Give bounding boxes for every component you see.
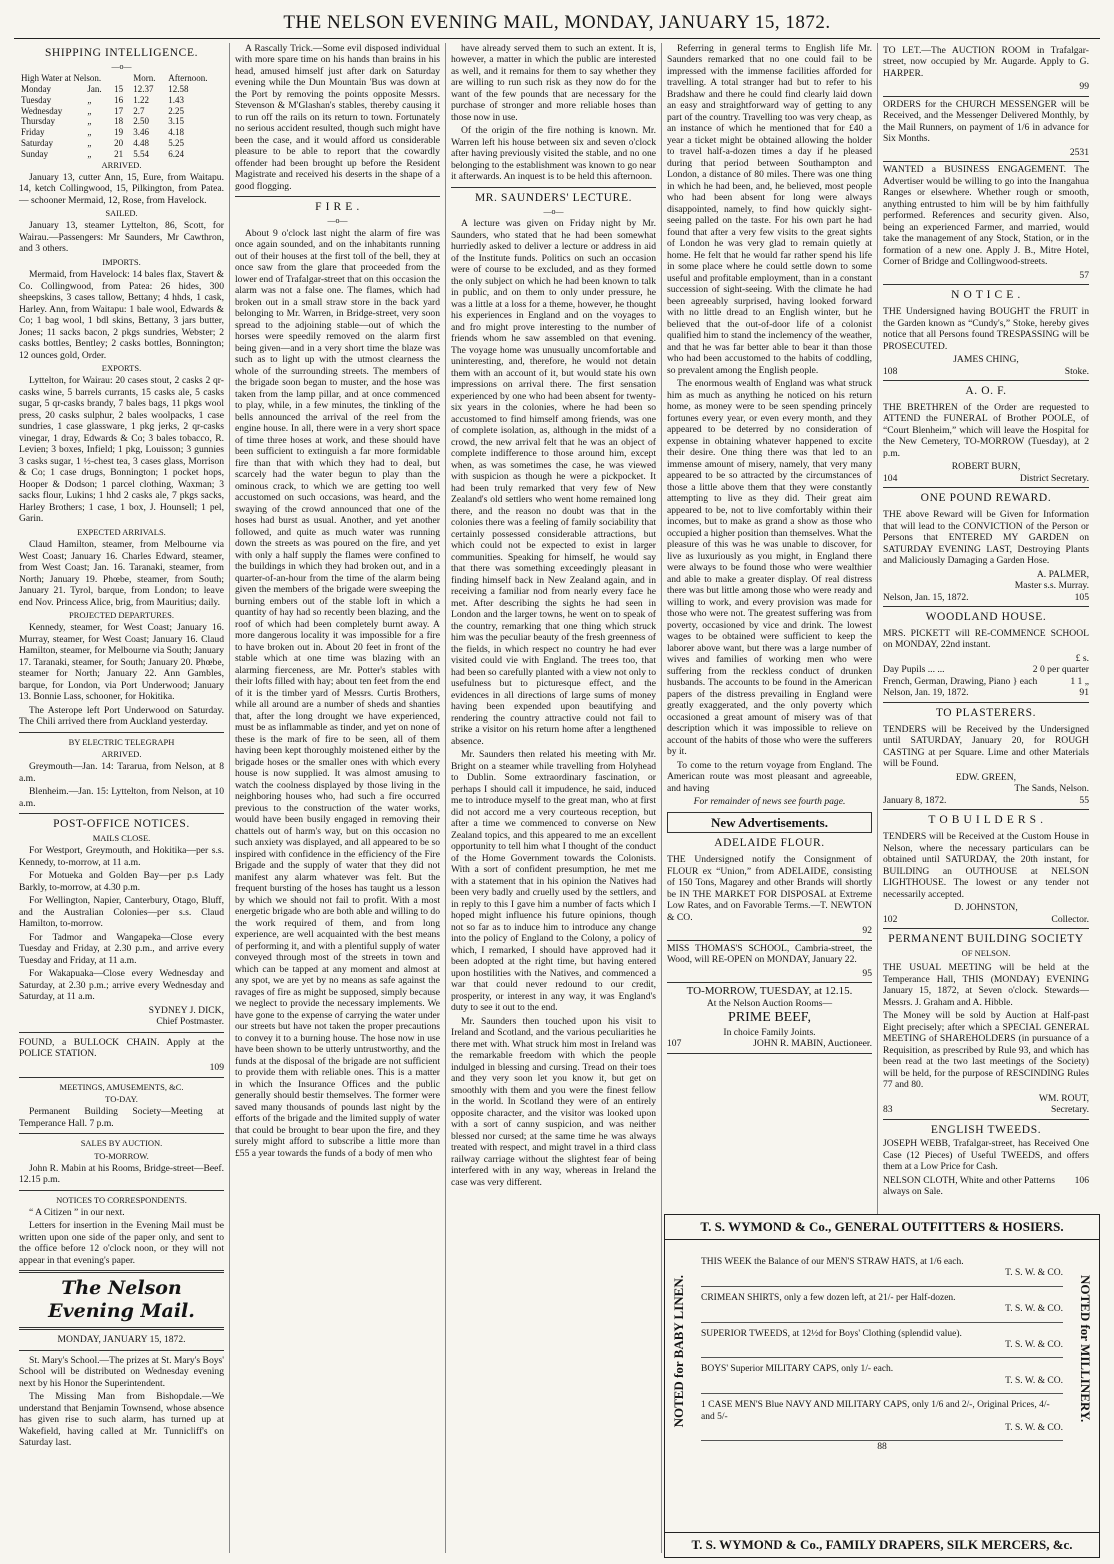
wymond-item: CRIMEAN SHIRTS, only a few dozen left, at 21/- per Half-dozen. T. S. W. & CO. <box>701 1287 1063 1323</box>
paper-title: The Nelson Evening Mail. <box>48 1277 195 1323</box>
postmaster-title: Chief Postmaster. <box>156 1016 224 1028</box>
mail-item: For Westport, Greymouth, and Hokitika—per s.s. Kennedy, to-morrow, at 11 a.m. <box>19 845 224 868</box>
exports-text: Lyttelton, for Wairau: 20 cases stout, 2 casks 2 qr-casks wine, 5 barrels currants, 15 casks ale, 5 casks sugar, 5 qr-casks brandy, 7 bales bags, 11 pkgs wool press, 20 casks sulphur, 2 bales woolpacks, 1 case sundries, 1 case glassware, 1 pkg jerks, 2 qr-casks vinegar, 1 dray, Edwards & Co; 3 bales tobacco, R. Levien; 3 boxes, Infield; 1 pkg, Louisson; 3 gunnies 3 casks sugar, 1 ½-chest tea, 3 cases glass, Morrison & Co; 1 case drugs, Bonnington; 1 pocket hops, Hooper & Dodson; 1 parcel clothing, Waxman; 3 sacks flour, Lukins; 1 hhd 2 casks ale, 7 pkgs sacks, Harley Brothers; 1 case, 1 box, J. Hounsell; 1 pel, Garin. <box>19 375 224 525</box>
aof-heading: A. O. F. <box>965 385 1007 398</box>
mail-item: For Wakapuaka—Close every Wednesday and Saturday, at 2.30 p.m.; arrive every Wednesday and Saturday, at 11 a.m. <box>19 968 224 1003</box>
tide-row: Tuesday „ 16 1.22 1.43 <box>21 94 184 105</box>
wymond-item: THIS WEEK the Balance of our MEN'S STRAW HATS, at 1/6 each. T. S. W. & CO. <box>701 1251 1063 1287</box>
asterope-text: The Asterope left Port Underwood on Saturday. The Chili arrived there from Auckland yesterday. <box>19 704 224 728</box>
baby-linen-label: NOTED for BABY LINEN. <box>671 1275 686 1428</box>
wymond-advertisement <box>664 1214 1100 1558</box>
builders-ad: TENDERS will be Received at the Custom House in Nelson, where the necessary particulars can be obtained until SATURDAY, the 20th instant, for BUILDING an OUTHOUSE at NELSON LIGHTHOUSE. The lowest or any tender not necessarily accepted. D. JOHNSTON, 102 Collector. <box>883 829 1089 929</box>
tide-row: Friday „ 19 3.46 4.18 <box>21 127 184 138</box>
arrived-text: January 13, cutter Ann, 15, Eure, from Waitapu. 14, ketch Collingwood, 15, Pilkington, from Patea. — schooner Mermaid, 12, Rose, from Havelock. <box>19 171 224 206</box>
issue-date: MONDAY, JANUARY 15, 1872. <box>57 1334 186 1346</box>
lecture-paragraph: Referring in general terms to English life Mr. Saunders remarked that no one could fail to be impressed with the immense facilities afforded for travelling. A total stranger had but to refer to his Bradshaw and there he could find clearly laid down an easy and straightforward way of getting to any part of the country. Travelling too was very cheap, as an instance of which he mentioned that for £40 a year a ticket might be obtained allowing the holder to travel half-a-dozen times a day if he pleased during that period between Southampton and London, a distance of 80 miles. There was one thing in which he had been, and, he believed, most people who had been absent for long were always disappointed, namely, to find how quickly sight-seeing palled on the taste. For his own part he had found that after a very few visits to the great sights of London he was very glad to remain quietly at home. He felt that he would far rather spend his life in some place where he could settle down to some useful and profitable employment, than in a constant succession of sight-seeing. With the climate he had been agreeably surprised, having looked forward with no little dread to an English winter, but he believed that the out-of-door life of a colonist qualified him to stand the inclemency of the weather, and that he was far better able to bear it than those who had been accustomed to the habits of coddling, so prevalent among the English people. <box>667 42 872 376</box>
fire-heading: F I R E . <box>315 201 360 214</box>
millinery-label: NOTED for MILLINERY. <box>1078 1275 1093 1423</box>
sailed-heading: SAILED. <box>105 208 138 219</box>
telegraph-arrived: ARRIVED. <box>101 748 142 759</box>
aof-ad: THE BRETHREN of the Order are requested to ATTEND the FUNERAL of Brother POOLE, of “Court Blenheim,” which will leave the Hospital for the New Cemetery, TO-MORROW (Tuesday), at 2 p.m. ROBERT BURN, 104 District Secretary. <box>883 400 1089 489</box>
telegraph-line: Greymouth—Jan. 14: Tararua, from Nelson, at 8 a.m. <box>19 761 224 784</box>
wymond-items <box>701 1251 1063 1453</box>
tweeds-ad: JOSEPH WEBB, Trafalgar-street, has Received One Case (12 Pieces) of Useful TWEEDS, and offers them at a Low Price for Cash. NELSON CLOTH, White and other Patterns always on Sale. 106 <box>883 1138 1089 1198</box>
to-let-ad: TO LET.—The AUCTION ROOM in Trafalgar-street, now occupied by Mr. Augarde. Apply to G. HARPER. 99 <box>883 43 1089 97</box>
projected-heading: PROJECTED DEPARTURES. <box>69 610 174 620</box>
building-society-ad: THE USUAL MEETING will be held at the Temperance Hall, THIS (MONDAY) EVENING January 15, 1872, at Seven o'clock. Stewards—Messrs. J. Graham and A. Hibble. The Money will be sold by Auction at Half-past Eight precisely; after which a SPECIAL GENERAL MEETING of SHAREHOLDERS (in pursuance of a Requisition, as prescribed by Rule 93, and which has been read at the two last meetings of the Society) will be held, for the purpose of RESCINDING Rules 77 and 80. WM. ROUT, 83 Secretary. <box>883 960 1089 1120</box>
adelaide-flour-ad: THE Undersigned notify the Consignment of FLOUR ex “Union,” from ADELAIDE, consisting of 150 Tons, Magarey and other Brands will shortly be IN THE MARKET FOR DISPOSAL at Extreme Low Rates, and on Favorable Terms.—T. NEWTON & CO. 92 <box>667 852 872 941</box>
plasterers-ad: TENDERS will be Received by the Undersigned until SATURDAY, January 20, for ROUGH CASTING at per Square. Lime and other Materials will be Found. EDW. GREEN, The Sands, Nelson. January 8, 1872. 55 <box>883 722 1089 811</box>
tide-table <box>19 73 224 159</box>
mails-heading: MAILS CLOSE. <box>92 832 151 843</box>
telegraph-line: Blenheim.—Jan. 15: Lyttelton, from Nelson, at 10 a.m. <box>19 786 224 809</box>
tide-row: Wednesday „ 17 2.7 2.25 <box>21 105 184 116</box>
column-2: A Rascally Trick.—Some evil disposed individual with more spare time on his hands than brains in his head, amused himself just after dark on Saturday evening while the Dun Mountain 'Bus was down at the Port by removing the points opposite Messrs. Stevenson & M'Glashan's stables, thereby causing it to run off the rails on its return to town. Fortunately no serious accident resulted, though such might have been the case, and it would afford us considerable pleasure to be able to report that the cowardly offender had been brought up before the Resident Magistrate and received his deserts in the shape of a good flogging. F I R E . —o— About 9 o'clock last night the alarm of fire was once again sounded, and on the inhabitants running out of their houses at the first toll of the bell, they at once saw from the glare that proceeded from the lower end of Trafalgar-street that on this occasion the alarm was not a false one. The flames, which had broken out in a small straw store in the back yard belonging to Mr. Warren, in Bridge-street, very soon spread to the adjoining stable—out of which the horses were speedily removed on the alarm first being given—and in a very short time the blaze was such as to light up with the utmost clearness the whole of the surrounding streets. The members of the brigade soon began to muster, and the hose was taken from the lamp pillar, and at once commenced to play, while, in a few minutes, the tinkling of the bells announced the arrival of the reel from the engine house. In all, there were in a very short space of time three hoses at work, and these should have been sufficient to extinguish a far more formidable fire than that with which they had to deal, but scarcely had the water begun to play than the ominous crack, to which we are getting too well accustomed on such occasions, was heard, and the swaying of the crowd announced that one of the hoses had burst as usual. Another, and yet another followed, and quite as much water was running down the streets as was poured on the fire, and yet with only a half supply the flames were confined to the buildings in which they had broken out, and in a quarter-of-an-hour from the time of the alarm being given the members of the brigade were sweeping the burning embers out of the stable loft in which a quantity of hay had so recently been blazing, and the roof of which had been completely burnt away. A more dangerous locality it was impossible for a fire to have broken out in. About 20 feet in front of the stable which at one time was blazing with an alarming fierceness, are Mr. Potter's stables with their lofts filled with hay; about ten feet from the end of it is the timber yard of Messrs. Curtis Brothers, while all around are a number of sheds and shanties that, after the long drought we have experienced, must be as inflammable as tinder, and yet on none of these is the mark of fire to be seen, all of them having been kept thoroughly moistened either by the brigade hoses or the smaller ones with which every house is now supplied. It was almost amusing to watch the coolness displayed by those living in the neighboring houses who, had such a fire occurred previous to the construction of the water works, would have been busily engaged in removing their chattels out of harm's way, but on this occasion no such anxiety was displayed, and all appeared to be so inspired with confidence in the efficiency of the Fire Brigade and the supply of water that they did not manifest any alarm whatever was felt. But the frequent bursting of the hoses has taught us a lesson by which we should not fail to profit. With a most energetic brigade who are both able and willing to do the work required of them, and from long experience, are well acquainted with the best means of performing it, and with a plentiful supply of water conveyed through most of the streets in town and which can be tapped at any moment and almost at any spot, we are yet by no means as safe against the ravages of fire as might be supposed, simply because we neglect to provide the necessary implements. We have gone to the expense of carrying the water under our streets but have not taken the proper precautions to convey it to a burning house. The hose now in use have been shown to be utterly untrustworthy, and the funds at the disposal of the brigade are not sufficient to provide them with reliable ones. This is a matter in which the Insurance Offices and the public generally should bestir themselves. The former were saved many thousands of pounds last night by the efforts of the brigade and the limited supply of water that could be brought to bear upon the fire, and they surely might afford to subscribe a little more than £55 a year towards the funds of a body of men who <box>230 43 446 1553</box>
shipping-heading: SHIPPING INTELLIGENCE. <box>44 46 199 59</box>
wymond-title: T. S. WYMOND & Co., GENERAL OUTFITTERS & HOSIERS. <box>665 1215 1099 1240</box>
auction-ad: TO-MORROW, TUESDAY, at 12.15. At the Nelson Auction Rooms— PRIME BEEF, In choice Family Joints. 107 JOHN R. MABIN, Auctioneer. <box>667 983 872 1053</box>
adelaide-flour-heading: ADELAIDE FLOUR. <box>714 837 825 850</box>
imports-text: Mermaid, from Havelock: 14 bales flax, Stavert & Co. Collingwood, from Patea: 26 hides, 300 sheepskins, 3 cases tallow, Bettany; 4 hhds, 1 cask, Harley. Ann, from Waitapu: 1 bale wool, Edwards & Co; 1 bag wool, 1 bdl skins, Bettany, 3 jars butter, Jones; 11 sacks bacon, 2 pkgs sundries, Webster; 2 casks bottles, Bentley; 2 casks bottles, Bonnington; 12 ounces gold, Order. <box>19 269 224 361</box>
rascally-trick-item: A Rascally Trick.—Some evil disposed individual with more spare time on his hands than brains in his head, amused himself just after dark on Saturday evening while the Dun Mountain 'Bus was down at the Port by removing the points opposite Messrs. Stevenson & M'Glashan's stables, thereby causing it to run off the rails on its return to town. Fortunately no serious accident resulted, though such might have been the case, and it would afford us considerable pleasure to be able to report that the cowardly offender had been brought up before the Resident Magistrate and received his deserts in the shape of a good flogging. <box>235 42 440 192</box>
builders-heading: T O B U I L D E R S . <box>928 814 1044 827</box>
miss-thomas-ad: MISS THOMAS'S SCHOOL, Cambria-street, the Wood, will RE-OPEN on MONDAY, January 22. 95 <box>667 941 872 984</box>
woodland-heading: WOODLAND HOUSE. <box>925 611 1047 624</box>
column-1: SHIPPING INTELLIGENCE. —o— High Water at Nelson. Morn. Afternoon. Monday Jan. 15 12.37 12.58 Tuesday „ 16 1.22 1.43 Wednesday „ 17 2.7 2.25 Thursday „ 18 2.50 3.15 Friday „ 19 3.46 4.18 Saturday „ 20 4.48 5.25 Sunday „ 21 5.54 6.24 ARRIVED. January 13, cutter Ann, 15, Eure, from Waitapu. 14, ketch Collingwood, 15, Pilkington, from Patea. — schooner Mermaid, 12, Rose, from Havelock. SAILED. January 13, steamer Lyttelton, 86, Scott, for Wairau.—Passengers: Mr Saunders, Mr Cawthron, and 3 others. IMPORTS. Mermaid, from Havelock: 14 bales flax, Stavert & Co. Collingwood, from Patea: 26 hides, 300 sheepskins, 3 cases tallow, Bettany; 4 hhds, 1 cask, Harley. Ann, from Waitapu: 1 bale wool, Edwards & Co; 1 bag wool, 1 bdl skins, Bettany, 3 jars butter, Jones; 11 sacks bacon, 2 pkgs sundries, Webster; 2 casks bottles, Bentley; 2 casks bottles, Bonnington; 12 ounces gold, Order. EXPORTS. Lyttelton, for Wairau: 20 cases stout, 2 casks 2 qr-casks wine, 5 barrels currants, 15 casks ale, 5 casks sugar, 5 qr-casks brandy, 7 bales bags, 11 pkgs wool press, 20 casks sulphur, 2 bales woolpacks, 1 case sundries, 1 case glassware, 1 pkg jerks, 2 qr-casks vinegar, 1 dray, Edwards & Co; 3 bales tobacco, R. Levien; 3 boxes, Infield; 1 pkg, Louisson; 3 gunnies 3 casks sugar, 1 ½-chest tea, 3 cases glass, Morrison & Co; 1 case drugs, Bonnington; 1 pocket hops, Hooper & Dodson; 1 parcel clothing, Waxman; 3 sacks flour, Lukins; 1 hhd 2 casks ale, 7 pkgs sacks, Harley Brothers; 1 case, 1 box, J. Hounsell; 1 pel, Garin. EXPECTED ARRIVALS. Claud Hamilton, steamer, from Melbourne via West Coast; January 16. Charles Edward, steamer, from West Coast; Jan. 16. Taranaki, steamer, from North; January 19. Phœbe, steamer, from South; January 21. Tyrol, barque, from London; to leave end Nov. Princess Alice, brig, from Mauritius; daily. PROJECTED DEPARTURES. Kennedy, steamer, for West Coast; January 16. Murray, steamer, for West Coast; January 16. Claud Hamilton, steamer, for Melbourne via South; January 17. Taranaki, steamer, for South; January 20. Phœbe, steamer for North; January 22. Ann Gambles, barque, for London, via Port Underwood; January 13. Bonnie Lass, schooner, for Hokitika. The Asterope left Port Underwood on Saturday. The Chili arrived there from Auckland yesterday. BY ELECTRIC TELEGRAPH ARRIVED. Greymouth—Jan. 14: Tararua, from Nelson, at 8 a.m. Blenheim.—Jan. 15: Lyttelton, from Nelson, at 10 a.m. POST-OFFICE NOTICES. MAILS CLOSE. For Westport, Greymouth, and Hokitika—per s.s. Kennedy, to-morrow, at 11 a.m. For Motueka and Golden Bay—per p.s Lady Barkly, to-morrow, at 4.30 p.m. For Wellington, Napier, Canterbury, Otago, Bluff, and the Australian Colonies—per s.s. Claud Hamilton, to-morrow. For Tadmor and Wangapeka—Close every Tuesday and Friday, at 2.30 p.m., and arrive every Tuesday and Friday, at 11 a.m. For Wakapuaka—Close every Wednesday and Saturday, at 2.30 p.m.; arrive every Wednesday and Saturday, at 11 a.m. SYDNEY J. DICK, Chief Postmaster. FOUND, a BULLOCK CHAIN. Apply at the POLICE STATION. 109 MEETINGS, AMUSEMENTS, &C. TO-DAY. Permanent Building Society—Meeting at Temperance Hall. 7 p.m. SALES BY AUCTION. TO-MORROW. John R. Mabin at his Rooms, Bridge-street—Beef. 12.15 p.m. NOTICES TO CORRESPONDENTS. “ A Citizen ” in our next. Letters for insertion in the Evening Mail must be written upon one side of the paper only, and sent to the office before 12 o'clock noon, or they will not appear in that evening's paper. The Nelson Evening Mail. MONDAY, JANUARY 15, 1872. St. Mary's School.—The prizes at St. Mary's Boys' School will be distributed on Wednesday evening next by his Honor the Superintendent. The Missing Man from Bishopdale.—We understand that Benjamin Townsend, whose absence has given rise to such alarm, has turned up at Wakefield, having called at Mr. Tunnicliff's on Saturday last. <box>14 43 230 1553</box>
wymond-item: 1 CASE MEN'S Blue NAVY AND MILITARY CAPS, only 1/6 and 2/-, Original Prices, 4/- and 5/- T. S. W. & CO. <box>701 1394 1063 1441</box>
tide-row: Monday Jan. 15 12.37 12.58 <box>21 83 189 94</box>
fire-article-continued: have already served them to such an extent. It is, however, a matter in which the public are interested as well, and it remains for them to say whether they are willing to run such risk as they now do for the want of the few pounds that are necessary for the purchase of stronger and more reliable hoses than those now in use. <box>451 42 656 123</box>
mail-item: For Tadmor and Wangapeka—Close every Tuesday and Friday, at 2.30 p.m., and arrive every Tuesday and Friday, at 11 a.m. <box>19 931 224 966</box>
tide-row: Sunday „ 21 5.54 6.24 <box>21 148 184 159</box>
lecture-paragraph: Mr. Saunders then related his meeting with Mr. Bright on a steamer while travelling from Holyhead to Dublin. Some extraordinary fascination, or perhaps I should call it impudence, he said, induced me to introduce myself to the great man, who at first did not accord me a very courteous reception, but after a time we commenced to converse on New Zealand topics, and this appeared to me an excellent opportunity to tell him what I thought of the conduct of the Home Government towards the Colonists. With a sort of confident presumption, he met me with a statement that in his opinion the Natives had been very badly and cruelly used by the settlers, and in reply to this I gave him a number of facts which I hoped might influence his future opinions, though not so far as to induce him to introduce any change into the policy of England to the Colony, a policy of which, I remarked, I should have approved had it been adopted at the right time, but having entered upon hostilities with the Natives, and commenced a war that could never redound to our credit, prosperity, or interest in any way, it was England's duty to see it out to the end. <box>451 749 656 1014</box>
wanted-ad: WANTED a BUSINESS ENGAGEMENT. The Advertiser would be willing to go into the Inangahua Ranges or elsewhere. Whether rough or smooth, anything entrusted to him will be by him faithfully performed. References and security given. Also, being an experienced Farmer, and married, would take the management of any Stock, Station, or in the formation of a new one. Apply J. B., Mitre Hotel, Corner of Bridge and Collingwood-streets. 57 <box>883 162 1089 285</box>
sales-heading: SALES BY AUCTION. <box>80 1138 163 1149</box>
church-messenger-ad: ORDERS for the CHURCH MESSENGER will be Received, and the Messenger Delivered Monthly, by the Mail Runners, on payment of 1/6 in advance for Six Months. 2531 <box>883 97 1089 163</box>
mail-item: For Motueka and Golden Bay—per p.s Lady Barkly, to-morrow, at 4.30 p.m. <box>19 870 224 893</box>
exports-heading: EXPORTS. <box>101 363 142 374</box>
mail-item: For Wellington, Napier, Canterbury, Otago, Bluff, and the Australian Colonies—per s.s. Claud Hamilton, to-morrow. <box>19 895 224 930</box>
wymond-item: SUPERIOR TWEEDS, at 12½d for Boys' Clothing (splendid value). T. S. W. & CO. <box>701 1323 1063 1359</box>
imports-heading: IMPORTS. <box>102 256 141 267</box>
correspondents-heading: NOTICES TO CORRESPONDENTS. <box>56 1194 187 1205</box>
expected-heading: EXPECTED ARRIVALS. <box>77 526 166 537</box>
meeting-item: Permanent Building Society—Meeting at Temperance Hall. 7 p.m. <box>19 1106 224 1129</box>
notice-heading: N O T I C E . <box>951 289 1021 302</box>
fire-article-continued: Of the origin of the fire nothing is known. Mr. Warren left his house between six and seven o'clock after having previously visited the stable, and no one belonging to the establishment was known to go near it afterwards. An inquest is to be held this afternoon. <box>451 125 656 183</box>
masthead: THE NELSON EVENING MAIL, MONDAY, JANUARY 15, 1872. <box>14 8 1100 39</box>
expected-text: Claud Hamilton, steamer, from Melbourne via West Coast; January 16. Charles Edward, steamer, from West Coast; Jan. 16. Taranaki, steamer, from North; January 19. Phœbe, steamer, from South; January 21. Tyrol, barque, from London; to leave end Nov. Princess Alice, brig, from Mauritius; daily. <box>19 539 224 608</box>
reward-heading: ONE POUND REWARD. <box>920 492 1052 505</box>
tweeds-heading: ENGLISH TWEEDS. <box>930 1123 1042 1136</box>
fire-article: About 9 o'clock last night the alarm of fire was once again sounded, and on the inhabitants running out of their houses at the first toll of the bell, they at once saw from the glare that proceeded from the lower end of Trafalgar-street that on this occasion the alarm was not a false one. The flames, which had broken out in a small straw store in the back yard belonging to Mr. Warren, in Bridge-street, very soon spread to the adjoining stable—out of which the horses were speedily removed on the alarm first being given—and in a very short time the blaze was such as to light up with the utmost clearness the whole of the surrounding streets. The members of the brigade soon began to muster, and the hose was taken from the lamp pillar, and at once commenced to play, while, in a few minutes, the tinkling of the bells announced the arrival of the reel from the engine house. In all, there were in a very short space of time three hoses at work, and these should have been sufficient to extinguish a far more formidable fire than that with which they had to deal, but scarcely had the water begun to play than the ominous crack, to which we are getting too well accustomed on such occasions, was heard, and the swaying of the crowd announced that one of the hoses had burst as usual. Another, and yet another followed, and quite as much water was running down the streets as was poured on the fire, and yet with only a half supply the flames were confined to the buildings in which they had broken out, and in a quarter-of-an-hour from the time of the alarm being given the members of the brigade were sweeping the burning embers out of the stable loft in which a quantity of hay had so recently been blazing, and the roof of which had been completely burnt away. A more dangerous locality it was impossible for a fire to have broken out in. About 20 feet in front of the stable which at one time was blazing with an alarming fierceness, are Mr. Potter's stables with their lofts filled with hay; about ten feet from the end of it is the timber yard of Messrs. Curtis Brothers, while all around are a number of sheds and shanties that, after the long drought we have experienced, must be as inflammable as tinder, and yet on none of these is the mark of fire to be seen, all of them having been kept thoroughly moistened either by the brigade hoses or the smaller ones with which every house is now supplied. It was almost amusing to watch the coolness displayed by those living in the neighboring houses who, had such a fire occurred previous to the construction of the water works, would have been busily engaged in removing their chattels out of harm's way, but on this occasion no such anxiety was displayed, and all appeared to be so inspired with confidence in the efficiency of the Fire Brigade and the supply of water that they did not manifest any alarm whatever was felt. But the frequent bursting of the hoses has taught us a lesson by which we should not fail to profit. With a most energetic brigade who are both able and willing to do the work required of them, and from long experience, are well acquainted with the best means of performing it, and with a plentiful supply of water conveyed through most of the streets in town and which can be tapped at any moment and almost at any spot, we are yet by no means as safe against the ravages of fire as might be supposed, simply because we neglect to provide the necessary implements. We have gone to the expense of carrying the water under our streets but have not taken the proper precautions to convey it to a burning house. The hose now in use have been shown to be utterly untrustworthy, and the funds at the disposal of the brigade are not sufficient to provide them with reliable ones. This is a matter in which the Insurance Offices and the public generally should bestir themselves. The former were saved many thousands of pounds last night by the efforts of the brigade and the limited supply of water that could be brought to bear upon the fire, and they surely might afford to subscribe a little more than £55 a year towards the funds of a body of men who <box>235 227 440 1159</box>
telegraph-heading: BY ELECTRIC TELEGRAPH <box>68 736 175 747</box>
lecture-paragraph: Mr. Saunders then touched upon his visit to Ireland and Scotland, and the various peculiarities he there met with. What struck him most in Ireland was the remarkable freedom with which the people indulged in blessing and cursing. Tread on their toes and they very soon let you know it, but get on smoothly with them and you were the finest fellow in the world. In Scotland they were of an entirely opposite character, and the visitor was looked upon with a sort of canny suspicion, and was neither blessed nor cursed; at the same time he was always treated with respect, and might travel in a third class railway carriage without the slightest fear of being interfered with in any way, whereas in Ireland the case was very different. <box>451 1015 656 1188</box>
lecture-heading: MR. SAUNDERS' LECTURE. <box>474 191 633 204</box>
notice-ad: THE Undersigned having BOUGHT the FRUIT in the Garden known as “Cundy's,” Stoke, hereby gives notice that all Persons found TRESPASSING will be PROSECUTED. JAMES CHING, 108 Stoke. <box>883 304 1089 381</box>
woodland-ad: MRS. PICKETT will RE-COMMENCE SCHOOL on MONDAY, 22nd instant. £ s. Day Pupils ... ... 2 0 per quarter French, German, Drawing, Piano } each 1 1 „ Nelson, Jan. 19, 1872. 91 <box>883 626 1089 703</box>
missing-man-item: The Missing Man from Bishopdale.—We understand that Benjamin Townsend, whose absence has given rise to such alarm, has turned up at Wakefield, having called at Mr. Tunnicliff's on Saturday last. <box>19 1391 224 1449</box>
tide-row: Thursday „ 18 2.50 3.15 <box>21 116 184 127</box>
remainder-note: For remainder of news see fourth page. <box>693 796 846 808</box>
column-3: have already served them to such an extent. It is, however, a matter in which the public are interested as well, and it remains for them to say whether they are willing to run such risk as they now do for the want of the few pounds that are necessary for the purchase of stronger and more reliable hoses than those now in use. Of the origin of the fire nothing is known. Mr. Warren left his house between six and seven o'clock after having previously visited the stable, and no one belonging to the establishment was known to go near it afterwards. An inquest is to be held this afternoon. MR. SAUNDERS' LECTURE. —o— A lecture was given on Friday night by Mr. Saunders, who stated that he had been somewhat hurriedly asked to deliver a lecture or address in aid of the Institute funds. Politics on such an occasion were of course to be excluded, and as they formed the only subject on which he had been known to talk in public, and on them to only under pressure, he was a little at a loss for a theme, however, he thought his experiences in England and on the voyages to and fro might prove interesting to the number of friends whom he saw assembled on that evening. The voyage home was unusually uncomfortable and uninteresting, and, therefore, he would not detain them with an account of it, but would state his own impressions on arrival there. The first sensation experienced by one who had been absent for twenty-six years in the colonies, where he had been so accustomed to find himself among friends, was one of complete isolation, as, although in the midst of a crowd, the new arrival felt that he was an object of complete indifference to those around him, except when, as was sometimes the case, he was viewed with suspicion as though he were a pickpocket. It had been truly remarked that very few of New Zealand's old settlers who went home remained long there, and the reason no doubt was that in the colonies there was a feeling of family sociability that certainly possessed considerable attractions, but which could not be expected to exist in larger communities. Speaking for himself, he would say that there was something exceedingly pleasant in finding himself back in New Zealand again, and in receiving a familiar nod from nearly every face he met. After describing the sights he had seen in London and the larger towns, he went on to speak of the country, remarking that one thing which struck him was the peculiar beauty of the fresh greenness of the fields, in which respect no country he had ever visited could vie with England. The trees too, that had been so carefully planted with a view not only to usefulness but to picturesque effect, and the evidences in all directions of large sums of money having been expended upon beautifying and rendering the country attractive could not fail to strike a visitor on his return home after a lengthened absence. Mr. Saunders then related his meeting with Mr. Bright on a steamer while travelling from Holyhead to Dublin. Some extraordinary fascination, or perhaps I should call it impudence, he said, induced me to introduce myself to the great man, who at first did not accord me a very courteous reception, but after a time we commenced to converse on New Zealand topics, and this appeared to me an excellent opportunity to tell him what I thought of the conduct of the Home Government towards the Colonists. With a sort of confident presumption, he met me with a statement that in his opinion the Natives had been very badly and cruelly used by the settlers, and in reply to this I gave him a number of facts which I hoped might influence his future opinions, though not so far as to induce him to introduce any change into the policy of England to the Colony, a policy of which, I remarked, I should have approved had it been adopted at the right time, but having entered upon hostilities with the Natives, and commenced a war that could never redound to our credit, prosperity, or interest in any way, it was England's duty to see it out to the end. Mr. Saunders then touched upon his visit to Ireland and Scotland, and the various peculiarities he there met with. What struck him most in Ireland was the remarkable freedom with which the people indulged in blessing and cursing. Tread on their toes and they very soon let you know it, but get on smoothly with them and you were the finest fellow in the world. In Scotland they were of an entirely opposite character, and the visitor was looked upon with a sort of canny suspicion, and was neither blessed nor cursed; at the same time he was always treated with respect, and might travel in a third class railway carriage without the slightest fear of being interfered with in any way, whereas in Ireland the case was very different. <box>446 43 662 1553</box>
correspondents-note: “ A Citizen ” in our next. <box>29 1206 125 1218</box>
postmaster-name: SYDNEY J. DICK, <box>148 1004 224 1016</box>
sailed-text: January 13, steamer Lyttelton, 86, Scott, for Wairau.—Passengers: Mr Saunders, Mr Cawthron, and 3 others. <box>19 220 224 255</box>
wymond-number: 88 <box>877 1441 887 1453</box>
lecture-paragraph: A lecture was given on Friday night by Mr. Saunders, who stated that he had been somewhat hurriedly asked to deliver a lecture or address in aid of the Institute funds. Politics on such an occasion were of course to be excluded, and as they formed the only subject on which he had been known to talk in public, and on them to only under pressure, he was a little at a loss for a theme, however, he thought his experiences in England and on the voyages to and fro might prove interesting to the number of friends whom he saw assembled on that evening. The voyage home was unusually uncomfortable and uninteresting, and, therefore, he would not detain them with an account of it, but would state his own impressions on arrival there. The first sensation experienced by one who had been absent for twenty-six years in the colonies, where he had been so accustomed to find himself among friends, was one of complete isolation, as, although in the midst of a crowd, the new arrival felt that he was an object of complete indifference to those around him, except when, as was sometimes the case, he was viewed with suspicion as though he were a pickpocket. It had been truly remarked that very few of New Zealand's old settlers who went home remained long there, and the reason no doubt was that in the colonies there was a feeling of family sociability that certainly possessed considerable attractions, but which could not be expected to exist in larger communities. Speaking for himself, he would say that there was something exceedingly pleasant in finding himself back in New Zealand again, and in receiving a familiar nod from nearly every face he met. After describing the sights he had seen in London and the larger towns, he went on to speak of the country, remarking that one thing which struck him was the peculiar beauty of the fresh greenness of the fields, in which respect no country he had ever visited could vie with England. The trees too, that had been so carefully planted with a view not only to usefulness but to picturesque effect, and the evidences in all directions of large sums of money having been expended upon beautifying and rendering the country attractive could not fail to strike a visitor on his return home after a lengthened absence. <box>451 218 656 747</box>
wymond-footer: T. S. WYMOND & Co., FAMILY DRAPERS, SILK MERCERS, &c. <box>665 1532 1099 1557</box>
arrived-heading: ARRIVED. <box>101 159 142 170</box>
column-5: TO LET.—The AUCTION ROOM in Trafalgar-street, now occupied by Mr. Augarde. Apply to G. HARPER. 99 ORDERS for the CHURCH MESSENGER will be Received, and the Messenger Delivered Monthly, by the Mail Runners, on payment of 1/6 in advance for Six Months. 2531 WANTED a BUSINESS ENGAGEMENT. The Advertiser would be willing to go into the Inangahua Ranges or elsewhere. Whether rough or smooth, anything entrusted to him will be by him faithfully performed. References and security given. Also, being an experienced Farmer, and married, would take the management of any Stock, Station, or in the formation of a new one. Apply J. B., Mitre Hotel, Corner of Bridge and Collingwood-streets. 57 N O T I C E . THE Undersigned having BOUGHT the FRUIT in the Garden known as “Cundy's,” Stoke, hereby gives notice that all Persons found TRESPASSING will be PROSECUTED. JAMES CHING, 108 Stoke. A. O. F. THE BRETHREN of the Order are requested to ATTEND the FUNERAL of Brother POOLE, of “Court Blenheim,” which will leave the Hospital for the New Cemetery, TO-MORROW (Tuesday), at 2 p.m. ROBERT BURN, 104 District Secretary. ONE POUND REWARD. THE above Reward will be Given for Information that will lead to the CONVICTION of the Person or Persons that ENTERED MY GARDEN on SATURDAY EVENING LAST, Destroying Plants and Maliciously Damaging a Garden Hose. A. PALMER, Master s.s. Murray. Nelson, Jan. 15, 1872. 105 WOODLAND HOUSE. MRS. PICKETT will RE-COMMENCE SCHOOL on MONDAY, 22nd instant. £ s. Day Pupils ... ... 2 0 per quarter French, German, Drawing, Piano } each 1 1 „ Nelson, Jan. 19, 1872. 91 TO PLASTERERS. TENDERS will be Received by the Undersigned until SATURDAY, January 20, for ROUGH CASTING at per Square. Lime and other Materials will be Found. EDW. GREEN, The Sands, Nelson. January 8, 1872. 55 T O B U I L D E R S . TENDERS will be Received at the Custom House in Nelson, where the necessary particulars can be obtained until SATURDAY, the 20th instant, for BUILDING an OUTHOUSE at NELSON LIGHTHOUSE. The lowest or any tender not necessarily accepted. D. JOHNSTON, 102 Collector. PERMANENT BUILDING SOCIETY OF NELSON. THE USUAL MEETING will be held at the Temperance Hall, THIS (MONDAY) EVENING January 15, 1872, at Seven o'clock. Stewards—Messrs. J. Graham and A. Hibble. The Money will be sold by Auction at Half-past Eight precisely; after which a SPECIAL GENERAL MEETING of SHAREHOLDERS (in pursuance of a Requisition, as prescribed by Rule 93, and which has been read at the two last meetings of the Society) will be held, for the purpose of RESCINDING Rules 77 and 80. WM. ROUT, 83 Secretary. ENGLISH TWEEDS. JOSEPH WEBB, Trafalgar-street, has Received One Case (12 Pieces) of Useful TWEEDS, and offers them at a Low Price for Cash. NELSON CLOTH, White and other Patterns always on Sale. 106 <box>883 44 1089 1198</box>
projected-text: Kennedy, steamer, for West Coast; January 16. Murray, steamer, for West Coast; January 16. Claud Hamilton, steamer, for Melbourne via South; January 17. Taranaki, steamer, for South; January 20. Phœbe, steamer for North; January 22. Ann Gambles, barque, for London, via Port Underwood; January 13. Bonnie Lass, schooner, for Hokitika. <box>19 622 224 703</box>
post-office-heading: POST-OFFICE NOTICES. <box>53 818 190 831</box>
lecture-paragraph: The enormous wealth of England was what struck him as much as anything he noticed on his return home, as money were to be seen spending princely fortunes every year, or even every month, and they appeared to be deterred by no consideration of expense in obtaining whatever happened to excite their desire. One thing there was that led to an immense amount of misery, namely, that very many appeared to be so attracted by the circumstances of those a little above them that they were constantly attempting to live as they did. Their great aim appeared to be, not to live comfortably within their incomes, but to make as grand a show as those who occupied a higher position than themselves. What the pleasure of this was he was unable to discover, for live as luxuriously as you might, in England there were always to be found those who were wealthier and able to make a greater display. Of real distress there was but little among those who were ready and willing to work, and every provision was made for those who were not. The greatest suffering was from poverty, occasioned by vice and drink. The lowest wages to be obtained were sufficient to keep the laborer above want, but there was a large number of wives and families of working men who were suffering from the reckless conduct of drunken husbands. The accounts to be found in the American papers of the distress prevailing in England were greatly exaggerated, and the only poverty which occasioned a great amount of misery was of that description which it was impossible to relieve on account of the habits of those who were the sufferers by it. <box>667 378 872 758</box>
new-advertisements-heading: New Advertisements. <box>667 812 872 834</box>
st-marys-item: St. Mary's School.—The prizes at St. Mary's Boys' School will be distributed on Wednesday evening next by his Honor the Superintendent. <box>19 1354 224 1389</box>
tide-row: Saturday „ 20 4.48 5.25 <box>21 137 184 148</box>
found-ad: FOUND, a BULLOCK CHAIN. Apply at the POLICE STATION. 109 <box>19 1036 224 1073</box>
correspondents-note: Letters for insertion in the Evening Mail must be written upon one side of the paper only, and sent to the office before 12 o'clock noon, or they will not appear in that evening's paper. <box>19 1220 224 1266</box>
plasterers-heading: TO PLASTERERS. <box>935 706 1037 719</box>
lecture-paragraph: To come to the return voyage from England. The American route was most pleasant and agreeable, and having <box>667 759 872 794</box>
reward-ad: THE above Reward will be Given for Information that will lead to the CONVICTION of the Person or Persons that ENTERED MY GARDEN on SATURDAY EVENING LAST, Destroying Plants and Maliciously Damaging a Garden Hose. A. PALMER, Master s.s. Murray. Nelson, Jan. 15, 1872. 105 <box>883 507 1089 607</box>
building-society-heading: PERMANENT BUILDING SOCIETY <box>888 933 1084 946</box>
sales-item: John R. Mabin at his Rooms, Bridge-street—Beef. 12.15 p.m. <box>19 1162 224 1186</box>
meetings-heading: MEETINGS, AMUSEMENTS, &C. <box>59 1082 184 1093</box>
wymond-item: BOYS' Superior MILITARY CAPS, only 1/- each. T. S. W. & CO. <box>701 1358 1063 1394</box>
tide-header-row: High Water at Nelson. Morn. Afternoon. <box>21 73 208 84</box>
